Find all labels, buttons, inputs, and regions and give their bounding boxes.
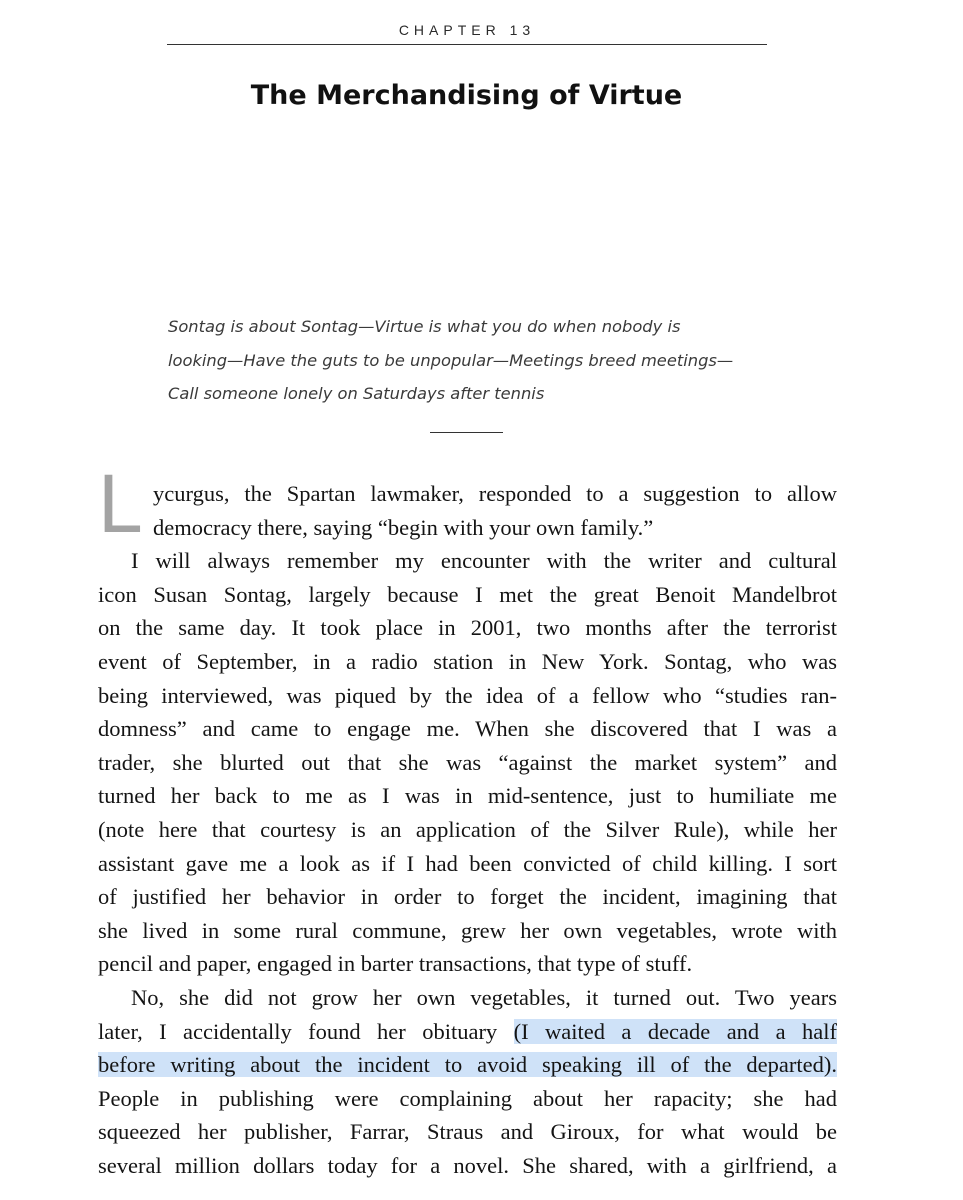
paragraph-line: trader, she blurted out that she was “against the market system” and (98, 749, 837, 775)
paragraph-line: she lived in some rural commune, grew her own vegetables, wrote with (98, 917, 837, 943)
paragraph-line: on the same day. It took place in 2001, two months after the terrorist (98, 615, 837, 641)
text-highlight[interactable]: (I waited a decade and a half (513, 1018, 837, 1044)
paragraph-line: icon Susan Sontag, largely because I met the great Benoit Mandelbrot (98, 581, 837, 607)
paragraph-line: event of September, in a radio station in New York. Sontag, who was (98, 648, 837, 674)
chapter-title: The Merchandising of Virtue (250, 80, 683, 111)
body-text (98, 477, 837, 1182)
epigraph-line: Sontag is about Sontag—Virtue is what you do when nobody is (168, 317, 681, 336)
paragraph-line: (note here that courtesy is an application of the Silver Rule), while her (98, 816, 837, 842)
chapter-label: CHAPTER 13 (398, 22, 536, 38)
epigraph-divider (430, 432, 503, 433)
paragraph-line (98, 1015, 837, 1049)
paragraph-line: turned her back to me as I was in mid-sentence, just to humiliate me (98, 783, 837, 809)
chapter-divider (167, 44, 767, 45)
paragraph-line: ycurgus, the Spartan lawmaker, responded to a suggestion to allow (153, 481, 837, 506)
paragraph-line: assistant gave me a look as if I had been convicted of child killing. I sort (98, 850, 837, 876)
paragraph-line: I will always remember my encounter with the writer and cultural (131, 548, 837, 574)
paragraph-line (98, 1048, 837, 1082)
paragraph-line: People in publishing were complaining about her rapacity; she had (98, 1085, 837, 1111)
paragraph-line: No, she did not grow her own vegetables, it turned out. Two years (131, 984, 837, 1010)
paragraph-line: democracy there, saying “begin with your own family.” (153, 514, 654, 540)
paragraph-line: domness” and came to engage me. When she discovered that I was a (98, 716, 837, 742)
text-highlight[interactable]: before writing about the incident to avoid speaking ill of the departed). (98, 1052, 837, 1078)
epigraph (168, 310, 808, 411)
paragraph-line: being interviewed, was piqued by the idea of a fellow who “studies ran- (98, 682, 837, 708)
epigraph-line: looking—Have the guts to be unpopular—Meetings breed meetings— (168, 350, 734, 370)
paragraph-line: pencil and paper, engaged in barter transactions, that type of stuff. (98, 951, 693, 977)
paragraph-line: squeezed her publisher, Farrar, Straus and Giroux, for what would be (98, 1119, 837, 1145)
paragraph-line: of justified her behavior in order to forget the incident, imagining that (98, 884, 837, 910)
drop-cap: L (97, 461, 141, 551)
paragraph-line: several million dollars today for a novel. She shared, with a girlfriend, a (98, 1152, 837, 1178)
plain-text: later, I accidentally found her obituary (98, 1018, 514, 1044)
epigraph-line: Call someone lonely on Saturdays after tennis (168, 384, 545, 403)
